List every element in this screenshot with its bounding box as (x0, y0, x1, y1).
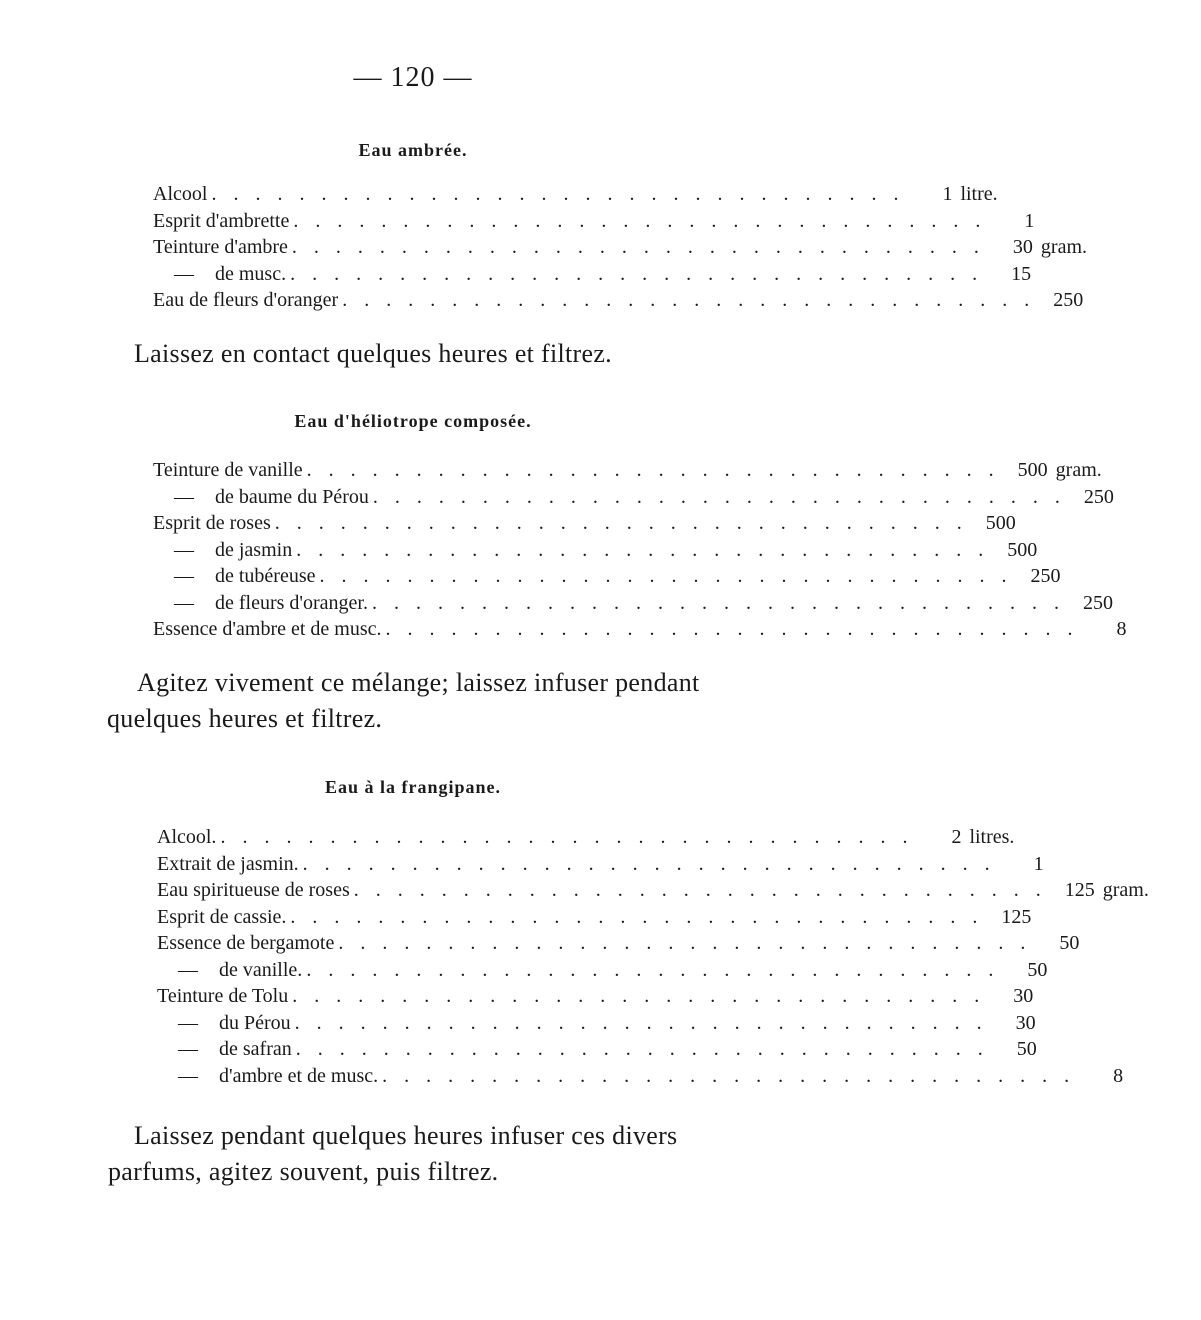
ingredient-name: Essence de bergamote (157, 932, 335, 954)
dot-leader: . . . . . . . . . . . . . . . . . . . . . . . . . . . . . . . . (293, 209, 987, 232)
ingredient-quantity: 500 (985, 512, 1016, 534)
ingredient-list (157, 824, 1149, 1089)
ditto-dash: — (174, 485, 194, 508)
ingredient-name: de baume du Pérou (215, 485, 369, 508)
ingredient-quantity: 250 (1083, 485, 1114, 508)
ingredient-list (153, 457, 1127, 643)
ingredient-name: Teinture de vanille (153, 459, 303, 481)
ingredient-row (157, 904, 1032, 931)
ingredient-quantity: 125 (1001, 905, 1032, 928)
ingredient-name: Essence d'ambre et de musc. (153, 618, 382, 640)
ingredient-unit: gram. (1102, 879, 1149, 901)
ingredient-name: de vanille. (219, 958, 303, 981)
dot-leader: . . . . . . . . . . . . . . . . . . . . . . . . . . . . . . . . (306, 958, 1000, 981)
instruction-line: parfums, agitez souvent, puis filtrez. (108, 1157, 499, 1186)
dot-leader: . . . . . . . . . . . . . . . . . . . . . . . . . . . . . . . . (342, 289, 1036, 311)
ingredient-name: du Pérou (219, 1011, 291, 1034)
recipe-title: Eau ambrée. (358, 140, 468, 160)
dot-leader: . . . . . . . . . . . . . . . . . . . . . . . . . . . . . . . . (338, 932, 1032, 954)
ingredient-quantity: 250 (1030, 565, 1061, 587)
ingredient-quantity: 1 (1033, 852, 1044, 875)
ingredient-name: Esprit de roses (153, 512, 271, 534)
ditto-dash: — (174, 591, 194, 614)
ingredient-name: Teinture de Tolu (157, 985, 289, 1007)
dot-leader: . . . . . . . . . . . . . . . . . . . . . . . . . . . . . . . . (220, 826, 914, 848)
instruction-line: Laissez pendant quelques heures infuser ces divers (134, 1121, 678, 1150)
ingredient-quantity: 1 (1024, 209, 1035, 232)
ingredient-quantity: 125 (1064, 879, 1095, 901)
dot-leader: . . . . . . . . . . . . . . . . . . . . . . . . . . . . . . . . (385, 618, 1079, 640)
ingredient-name: Extrait de jasmin. (157, 852, 299, 875)
dot-leader: . . . . . . . . . . . . . . . . . . . . . . . . . . . . . . . . (306, 459, 1000, 481)
ingredient-name: Alcool. (157, 826, 217, 848)
instruction-text (108, 1118, 678, 1190)
ingredient-name: de tubéreuse (215, 565, 316, 587)
ingredient-row (157, 930, 1080, 957)
ditto-dash: — (178, 1064, 198, 1087)
ingredient-row (153, 208, 1035, 235)
dot-leader: . . . . . . . . . . . . . . . . . . . . . . . . . . . . . . . . (372, 591, 1065, 614)
ingredient-unit: gram. (1055, 459, 1102, 481)
ingredient-quantity: 2 (951, 826, 962, 848)
ingredient-unit: gram. (1040, 236, 1088, 258)
dot-leader: . . . . . . . . . . . . . . . . . . . . . . . . . . . . . . . . (319, 565, 1013, 587)
ingredient-row (153, 457, 1102, 484)
ingredient-name: de safran (219, 1038, 292, 1060)
ingredient-quantity: 8 (1113, 1064, 1124, 1087)
ingredient-name: d'ambre et de musc. (219, 1064, 379, 1087)
ingredient-quantity: 1 (942, 183, 953, 205)
instruction-line: Agitez vivement ce mélange; laissez infuser pendant (137, 668, 700, 697)
ingredient-row (153, 616, 1127, 643)
ditto-dash: — (174, 565, 194, 587)
instruction-text: Laissez en contact quelques heures et filtrez. (134, 339, 612, 368)
instruction-text (107, 665, 700, 737)
ditto-dash: — (178, 958, 198, 981)
dot-leader: . . . . . . . . . . . . . . . . . . . . . . . . . . . . . . . . (211, 183, 905, 205)
instruction-line: quelques heures et filtrez. (107, 704, 383, 733)
dot-leader: . . . . . . . . . . . . . . . . . . . . . . . . . . . . . . . . (290, 905, 984, 928)
ingredient-name: Eau de fleurs d'oranger (153, 289, 339, 311)
ingredient-name: de jasmin (215, 538, 293, 561)
ingredient-row (157, 851, 1044, 878)
ingredient-quantity: 8 (1116, 618, 1127, 640)
ingredient-row (157, 877, 1149, 904)
dot-leader: . . . . . . . . . . . . . . . . . . . . . . . . . . . . . . . . (302, 852, 996, 875)
ingredient-name: de fleurs d'oranger. (215, 591, 368, 614)
ingredient-row (157, 1010, 1036, 1037)
ingredient-row (153, 537, 1038, 564)
ingredient-row (157, 983, 1034, 1010)
ingredient-name: Esprit d'ambrette (153, 209, 290, 232)
ingredient-list (153, 181, 1088, 314)
ingredient-row (153, 287, 1084, 314)
ingredient-row (157, 1036, 1037, 1063)
ingredient-quantity: 50 (1016, 1038, 1037, 1060)
ditto-dash: — (178, 1038, 198, 1060)
ingredient-quantity: 50 (1027, 958, 1048, 981)
ingredient-name: Esprit de cassie. (157, 905, 287, 928)
dot-leader: . . . . . . . . . . . . . . . . . . . . . . . . . . . . . . . . (295, 1038, 989, 1060)
ingredient-name: Alcool (153, 183, 208, 205)
dot-leader: . . . . . . . . . . . . . . . . . . . . . . . . . . . . . . . . (372, 485, 1066, 508)
ditto-dash: — (178, 1011, 198, 1034)
dot-leader: . . . . . . . . . . . . . . . . . . . . . . . . . . . . . . . . (292, 985, 986, 1007)
dot-leader: . . . . . . . . . . . . . . . . . . . . . . . . . . . . . . . . (274, 512, 968, 534)
ingredient-row (153, 234, 1088, 261)
dot-leader: . . . . . . . . . . . . . . . . . . . . . . . . . . . . . . . . (296, 538, 990, 561)
ingredient-quantity: 250 (1083, 591, 1113, 614)
ingredient-name: de musc. (215, 262, 287, 285)
ingredient-name: Teinture d'ambre (153, 236, 288, 258)
ingredient-quantity: 500 (1017, 459, 1048, 481)
recipe-title: Eau d'héliotrope composée. (294, 411, 532, 431)
ingredient-quantity: 250 (1053, 289, 1084, 311)
ingredient-name: Eau spiritueuse de roses (157, 879, 350, 901)
ingredient-quantity: 30 (1013, 985, 1034, 1007)
dot-leader: . . . . . . . . . . . . . . . . . . . . . . . . . . . . . . . . (290, 262, 984, 285)
ingredient-quantity: 30 (1015, 1011, 1036, 1034)
ingredient-row (153, 181, 998, 208)
ingredient-unit: litre. (960, 183, 998, 205)
ingredient-quantity: 30 (1012, 236, 1033, 258)
ingredient-row (153, 484, 1114, 511)
ingredient-row (157, 824, 1015, 851)
ingredient-row (153, 510, 1016, 537)
dot-leader: . . . . . . . . . . . . . . . . . . . . . . . . . . . . . . . . (291, 236, 985, 258)
ingredient-row (157, 957, 1048, 984)
recipe-title: Eau à la frangipane. (324, 777, 502, 797)
ingredient-unit: litres. (969, 826, 1015, 848)
ingredient-row (153, 590, 1113, 617)
dot-leader: . . . . . . . . . . . . . . . . . . . . . . . . . . . . . . . . (294, 1011, 988, 1034)
dot-leader: . . . . . . . . . . . . . . . . . . . . . . . . . . . . . . . . (353, 879, 1047, 901)
ditto-dash: — (174, 538, 194, 561)
ingredient-row (153, 563, 1061, 590)
ingredient-quantity: 15 (1011, 262, 1032, 285)
ingredient-quantity: 500 (1007, 538, 1038, 561)
page-number: — 120 — (353, 62, 473, 93)
dot-leader: . . . . . . . . . . . . . . . . . . . . . . . . . . . . . . . . (382, 1064, 1076, 1087)
ingredient-quantity: 50 (1059, 932, 1080, 954)
ingredient-row (153, 261, 1032, 288)
ingredient-row (157, 1063, 1124, 1090)
ditto-dash: — (174, 262, 194, 285)
